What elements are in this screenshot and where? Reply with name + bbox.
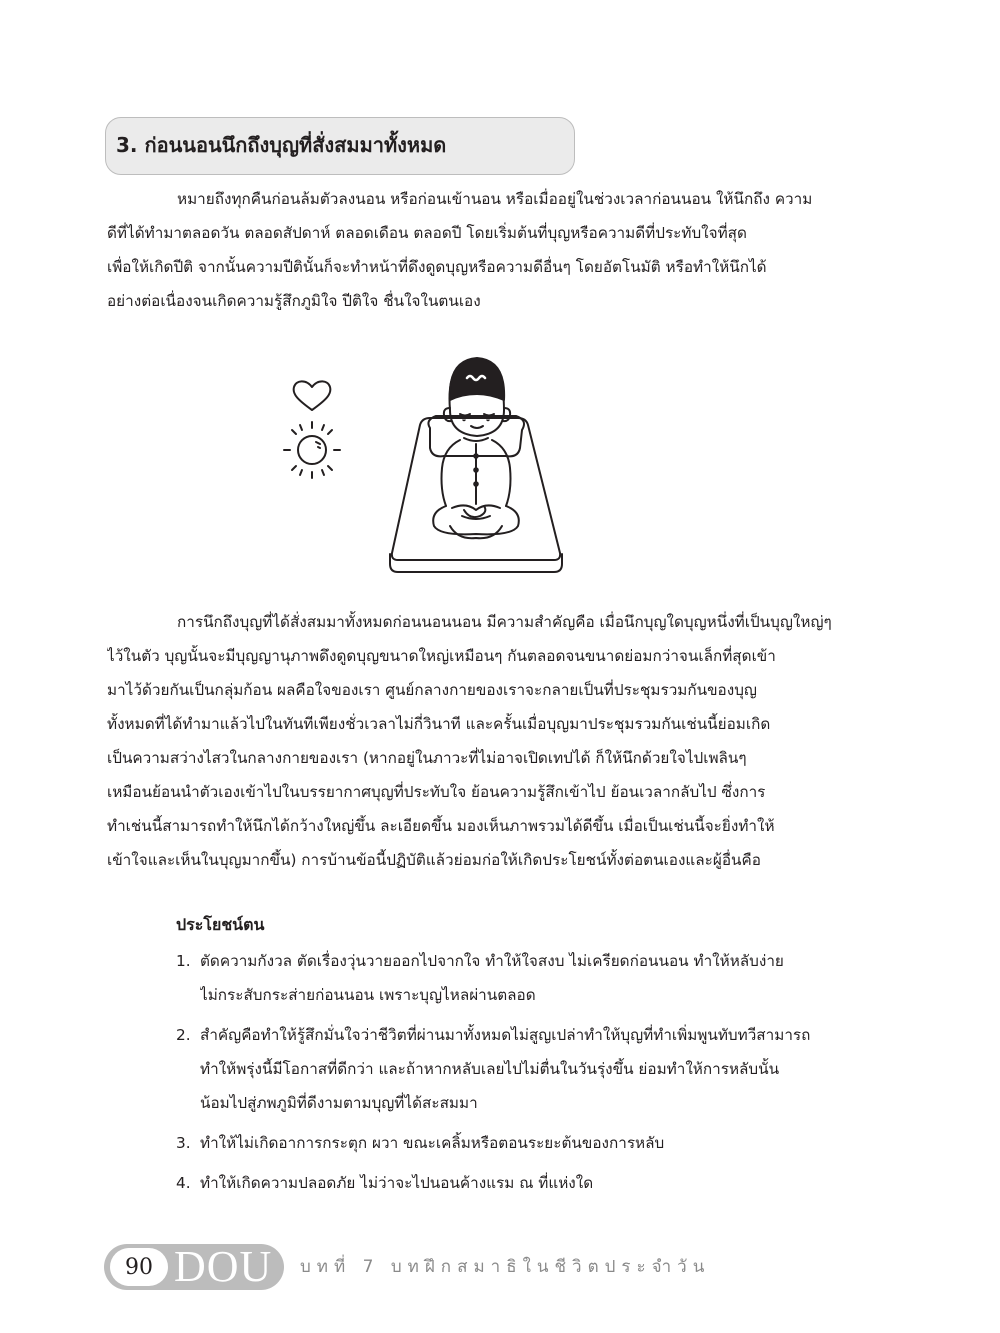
list-item	[176, 944, 884, 1012]
paragraph-line: ไว้ในตัว บุญนั้นจะมีบุญญานุภาพดึงดูดบุญขนาดใหญ่เหมือนๆ กันตลอดจนขนาดย่อมกว่าจนเล็กที่สุดเข้า	[107, 647, 776, 665]
paragraph-line: ทั้งหมดที่ได้ทำมาแล้วไปในทันทีเพียงชั่วเวลาไม่กี่วินาที และครั้นเมื่อบุญมาประชุมรวมกันเช่นนี้ย่อมเกิด	[107, 715, 771, 733]
list-item	[176, 1166, 884, 1200]
benefits-heading: ประโยชน์ตน	[176, 915, 265, 934]
list-item-text	[176, 944, 884, 1012]
intro-paragraph	[107, 182, 883, 318]
list-item-number: 1.	[176, 952, 191, 970]
paragraph-line: เพื่อให้เกิดปีติ จากนั้นความปีตินั้นก็จะทำหน้าที่ดึงดูดบุญหรือความดีอื่นๆ โดยอัตโนมัติ หรือทำให้นึกได้	[107, 258, 767, 276]
brand-logo-text: DOU	[174, 1242, 273, 1291]
section-title: 3. ก่อนนอนนึกถึงบุญที่สั่งสมมาทั้งหมด	[116, 133, 447, 157]
list-item-line: ทำให้ไม่เกิดอาการกระตุก ผวา ขณะเคลิ้มหรือตอนระยะต้นของการหลับ	[200, 1134, 665, 1152]
sun-crystal-icon	[284, 422, 340, 478]
paragraph-line: อย่างต่อเนื่องจนเกิดความรู้สึกภูมิใจ ปีติใจ ชื่นใจในตนเอง	[107, 292, 481, 310]
chapter-title: บทที่ 7 บทฝึกสมาธิในชีวิตประจำวัน	[300, 1257, 711, 1277]
child-body	[433, 438, 519, 538]
heart-icon	[294, 381, 331, 410]
paragraph-line: เข้าใจและเห็นในบุญมากขึ้น) การบ้านข้อนี้ปฏิบัติแล้วย่อมก่อให้เกิดประโยชน์ทั้งต่อตนเองและผู้อื่นคือ	[107, 851, 761, 869]
paragraph-line: มาไว้ด้วยกันเป็นกลุ่มก้อน ผลคือใจของเรา ศูนย์กลางกายของเราจะกลายเป็นที่ประชุมรวมกันของบุญ	[107, 681, 757, 699]
child-head	[444, 358, 510, 436]
list-item-line: ตัดความกังวล ตัดเรื่องวุ่นวายออกไปจากใจ ทำให้ใจสงบ ไม่เครียดก่อนนอน ทำให้หลับง่าย	[200, 952, 784, 970]
paragraph-line: เหมือนย้อนนำตัวเองเข้าไปในบรรยากาศบุญที่ประทับใจ ย้อนความรู้สึกเข้าไป ย้อนเวลากลับไป ซึ่งการ	[107, 783, 766, 801]
paragraph-line: เป็นความสว่างไสวในกลางกายของเรา (หากอยู่ในภาวะที่ไม่อาจเปิดเทปได้ ก็ให้นึกด้วยใจไปเพลินๆ	[107, 749, 747, 767]
list-item-text	[176, 1166, 884, 1200]
benefits-list	[176, 944, 884, 1206]
list-item-line: ไม่กระสับกระส่ายก่อนนอน เพราะบุญไหลผ่านตลอด	[200, 986, 536, 1004]
paragraph-line: หมายถึงทุกคืนก่อนล้มตัวลงนอน หรือก่อนเข้านอน หรือเมื่ออยู่ในช่วงเวลาก่อนนอน ให้นึกถึง ความ	[177, 190, 813, 208]
paragraph-line: การนึกถึงบุญที่ได้สั่งสมมาทั้งหมดก่อนนอนนอน มีความสำคัญคือ เมื่อนึกบุญใดบุญหนึ่งที่เป็นบุญใหญ่ๆ	[177, 613, 832, 631]
list-item-line: ทำให้เกิดความปลอดภัย ไม่ว่าจะไปนอนค้างแรม ณ ที่แห่งใด	[200, 1174, 594, 1192]
list-item-text	[176, 1126, 884, 1160]
list-item-line: น้อมไปสู่ภพภูมิที่ดีงามตามบุญที่ได้สะสมมา	[200, 1094, 478, 1112]
list-item-text	[176, 1018, 884, 1120]
list-item	[176, 1126, 884, 1160]
list-item-number: 3.	[176, 1134, 191, 1152]
paragraph-line: ดีที่ได้ทำมาตลอดวัน ตลอดสัปดาห์ ตลอดเดือน ตลอดปี โดยเริ่มต้นที่บุญหรือความดีที่ประทับใจที่สุด	[107, 224, 747, 242]
list-item-number: 4.	[176, 1174, 191, 1192]
list-item-line: สำคัญคือทำให้รู้สึกมั่นใจว่าชีวิตที่ผ่านมาทั้งหมดไม่สูญเปล่าทำให้บุญที่ทำเพิ่มพูนทับทวีสามารถ	[200, 1026, 811, 1044]
list-item-line: ทำให้พรุ่งนี้มีโอกาสที่ดีกว่า และถ้าหากหลับเลยไปไม่ตื่นในวันรุ่งขึ้น ย่อมทำให้การหลับนั้น	[200, 1060, 780, 1078]
list-item-number: 2.	[176, 1026, 191, 1044]
list-item	[176, 1018, 884, 1120]
meditation-illustration	[280, 350, 570, 580]
page-number: 90	[110, 1248, 168, 1286]
body-paragraph	[107, 605, 883, 877]
paragraph-line: ทำเช่นนี้สามารถทำให้นึกได้กว้างใหญ่ขึ้น ละเอียดขึ้น มองเห็นภาพรวมได้ดีขึ้น เมื่อเป็นเช่นนี้จะยิ่งทำให้	[107, 817, 775, 835]
